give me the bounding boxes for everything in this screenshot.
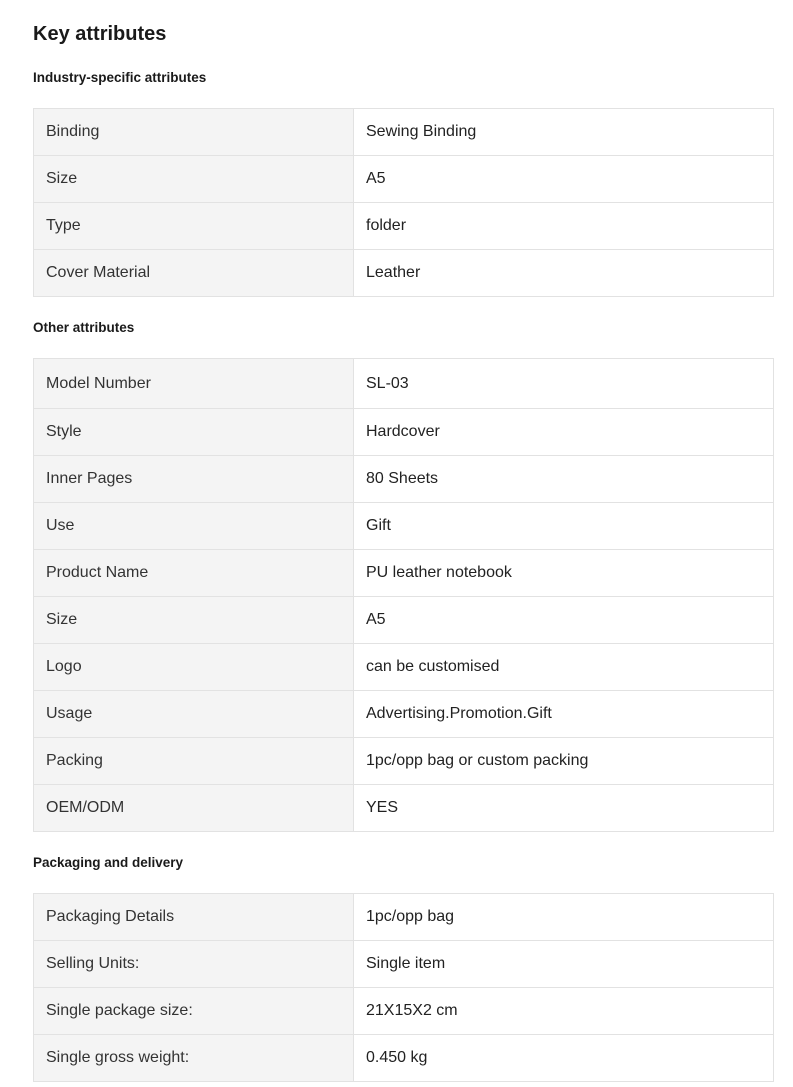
table-row (34, 456, 774, 503)
table-row (34, 550, 774, 597)
attribute-key: Packaging Details (34, 894, 354, 941)
table-row (34, 503, 774, 550)
attribute-value: A5 (354, 156, 774, 203)
attribute-key: Size (34, 156, 354, 203)
attribute-key: Usage (34, 691, 354, 738)
attribute-key: Use (34, 503, 354, 550)
attribute-value: Hardcover (354, 409, 774, 456)
table-row (34, 691, 774, 738)
table-row (34, 203, 774, 250)
attribute-key: Product Name (34, 550, 354, 597)
attribute-key: Single gross weight: (34, 1035, 354, 1082)
attribute-value: 0.450 kg (354, 1035, 774, 1082)
table-row (34, 941, 774, 988)
attribute-key: Selling Units: (34, 941, 354, 988)
table-row (34, 644, 774, 691)
table-row (34, 988, 774, 1035)
attribute-key: Model Number (34, 359, 354, 409)
attribute-value: 21X15X2 cm (354, 988, 774, 1035)
attribute-value: Leather (354, 250, 774, 297)
attribute-value: folder (354, 203, 774, 250)
attribute-value: Gift (354, 503, 774, 550)
section-title-packaging: Packaging and delivery (33, 855, 184, 870)
attribute-key: Style (34, 409, 354, 456)
table-row (34, 597, 774, 644)
attribute-value: 80 Sheets (354, 456, 774, 503)
table-row (34, 894, 774, 941)
page-title: Key attributes (33, 23, 167, 45)
industry-attributes-table (33, 108, 774, 297)
attribute-key: Cover Material (34, 250, 354, 297)
attribute-value: 1pc/opp bag (354, 894, 774, 941)
attribute-key: Single package size: (34, 988, 354, 1035)
attribute-key: Inner Pages (34, 456, 354, 503)
section-title-industry: Industry-specific attributes (33, 70, 207, 85)
table-row (34, 409, 774, 456)
attribute-value: PU leather notebook (354, 550, 774, 597)
table-row (34, 738, 774, 785)
attribute-value: SL-03 (354, 359, 774, 409)
other-attributes-table (33, 358, 774, 832)
packaging-delivery-table (33, 893, 774, 1082)
attribute-value: Sewing Binding (354, 109, 774, 156)
table-row (34, 156, 774, 203)
attribute-key: Type (34, 203, 354, 250)
section-title-other: Other attributes (33, 320, 135, 335)
attribute-value: A5 (354, 597, 774, 644)
table-row (34, 785, 774, 832)
attribute-key: OEM/ODM (34, 785, 354, 832)
attribute-key: Logo (34, 644, 354, 691)
attribute-key: Packing (34, 738, 354, 785)
table-row (34, 250, 774, 297)
attribute-key: Size (34, 597, 354, 644)
attribute-value: Single item (354, 941, 774, 988)
table-row (34, 1035, 774, 1082)
attribute-value: 1pc/opp bag or custom packing (354, 738, 774, 785)
attribute-value: can be customised (354, 644, 774, 691)
attribute-value: YES (354, 785, 774, 832)
table-row (34, 109, 774, 156)
attribute-key: Binding (34, 109, 354, 156)
table-row (34, 359, 774, 409)
attribute-value: Advertising.Promotion.Gift (354, 691, 774, 738)
